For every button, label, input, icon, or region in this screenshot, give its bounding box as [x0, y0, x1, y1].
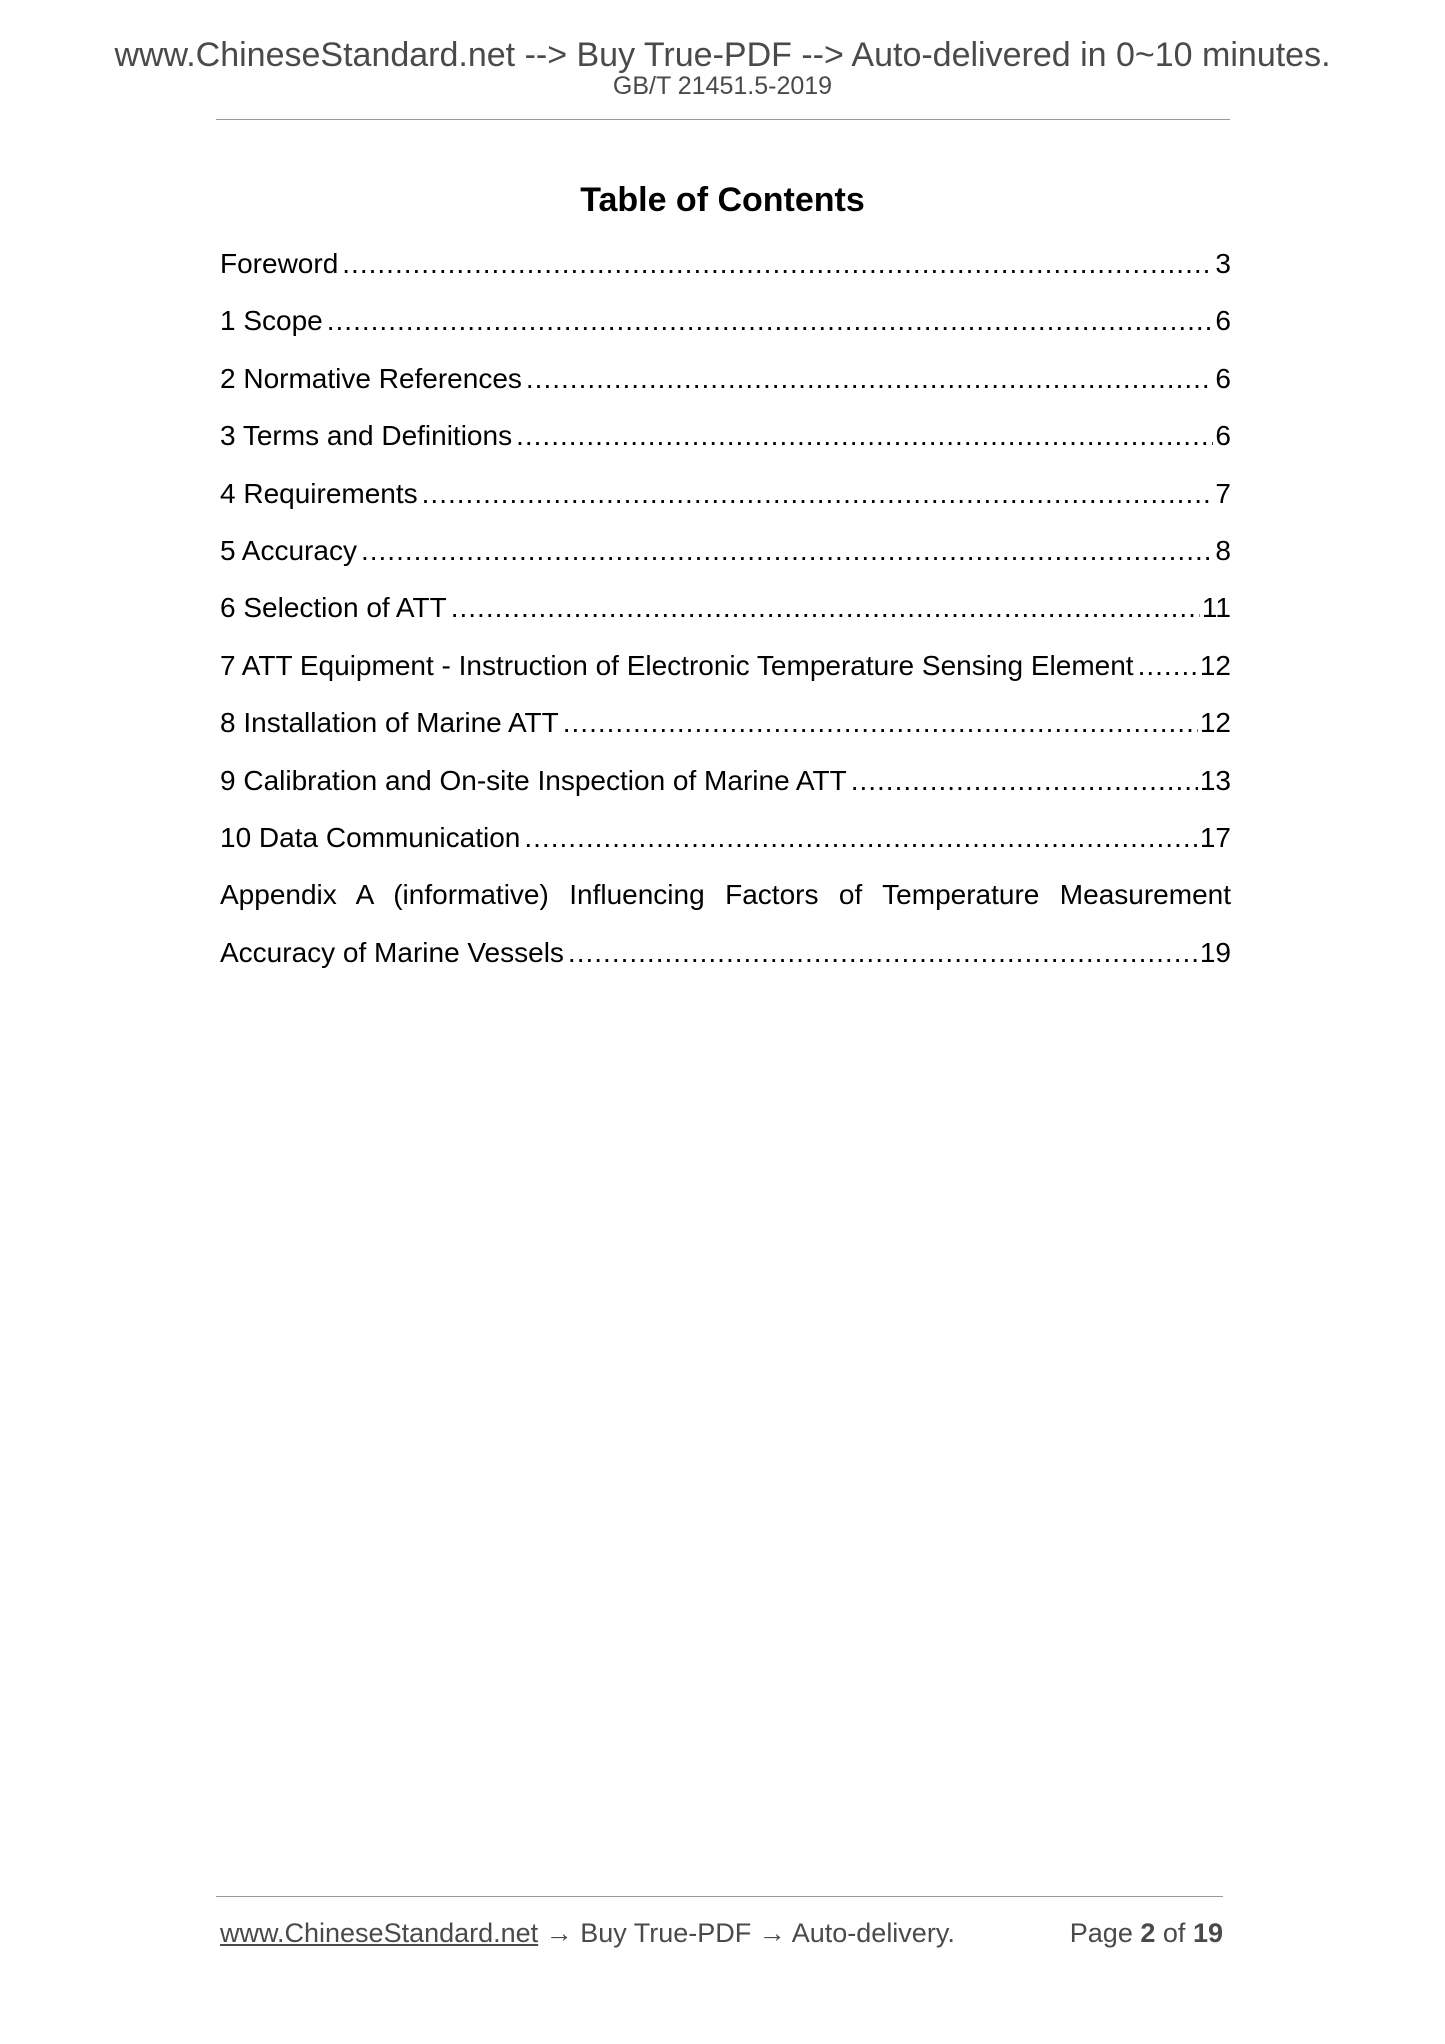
page-current: 2 — [1140, 1918, 1156, 1948]
page-total: 19 — [1192, 1918, 1223, 1948]
toc-entry-page: 8 — [1215, 534, 1231, 566]
toc-entry-label: 5 Accuracy — [220, 534, 357, 566]
toc-entry-label: 6 Selection of ATT — [220, 592, 447, 624]
toc-entry-page: 17 — [1199, 821, 1231, 853]
toc-entry-label: 3 Terms and Definitions — [220, 420, 513, 452]
toc-entry-page: 7 — [1215, 477, 1231, 509]
toc-entry-page: 6 — [1215, 362, 1231, 394]
dot-leader — [342, 250, 1213, 278]
footer-link-line — [220, 1920, 955, 1947]
page-word: Page — [1069, 1918, 1133, 1948]
toc-entry-page: 3 — [1215, 248, 1231, 279]
header-divider — [216, 119, 1230, 120]
toc-entry-page: 19 — [1199, 936, 1231, 968]
toc-entry-label: 4 Requirements — [220, 477, 418, 509]
toc-entry-label: 8 Installation of Marine ATT — [220, 707, 559, 739]
toc-entry-page: 13 — [1199, 764, 1231, 796]
toc-entry-foreword[interactable] — [220, 250, 1231, 307]
toc-entry-calibration[interactable] — [220, 764, 1231, 824]
toc-entry-data-communication[interactable] — [220, 821, 1231, 881]
footer-site-link[interactable]: www.ChineseStandard.net — [220, 1918, 539, 1948]
header-banner: www.ChineseStandard.net --> Buy True-PDF --> Auto-delivered in 0~10 minutes. — [114, 36, 1331, 74]
dot-leader — [516, 422, 1213, 450]
toc-entry-label: 2 Normative References — [220, 362, 522, 394]
of-word: of — [1162, 1918, 1186, 1948]
toc-entry-page: 6 — [1215, 420, 1231, 452]
toc-entry-scope[interactable] — [220, 307, 1231, 364]
page-indicator — [1070, 1920, 1223, 1947]
dot-leader — [327, 307, 1214, 335]
toc-entry-label: Accuracy of Marine Vessels — [220, 936, 564, 968]
toc-entry-installation[interactable] — [220, 709, 1231, 766]
dot-leader — [851, 767, 1198, 795]
toc-entry-att-equipment[interactable] — [220, 649, 1231, 709]
table-of-contents — [220, 250, 1231, 996]
dot-leader — [526, 365, 1214, 393]
toc-entry-requirements[interactable] — [220, 477, 1231, 537]
footer-divider — [216, 1896, 1223, 1897]
toc-entry-label: 7 ATT Equipment - Instruction of Electronic Temperature Sensing Element — [220, 649, 1134, 681]
dot-leader — [361, 537, 1213, 565]
dot-leader — [568, 939, 1198, 967]
toc-entry-label: 1 Scope — [220, 305, 323, 337]
toc-entry-label: 10 Data Communication — [220, 821, 521, 853]
toc-entry-label: Foreword — [220, 248, 339, 279]
dot-leader — [451, 594, 1200, 622]
toc-entry-appendix-a-line2[interactable] — [220, 936, 1231, 996]
toc-entry-label: 9 Calibration and On-site Inspection of Marine ATT — [220, 764, 847, 796]
toc-title: Table of Contents — [580, 181, 865, 219]
toc-entry-page: 6 — [1215, 305, 1231, 337]
toc-entry-accuracy[interactable] — [220, 534, 1231, 594]
toc-entry-label: Appendix A (informative) Influencing Factors of Temperature Measurement — [220, 879, 1231, 911]
toc-entry-appendix-a-line1[interactable] — [220, 881, 1231, 938]
dot-leader — [563, 709, 1198, 737]
dot-leader — [422, 480, 1214, 508]
toc-entry-page: 11 — [1201, 592, 1231, 624]
footer-tagline: → Buy True-PDF → Auto-delivery. — [538, 1918, 955, 1948]
toc-entry-selection-att[interactable] — [220, 594, 1231, 651]
toc-entry-page: 12 — [1199, 649, 1231, 681]
toc-entry-terms-definitions[interactable] — [220, 422, 1231, 479]
dot-leader — [1138, 652, 1198, 680]
toc-entry-page: 12 — [1199, 707, 1231, 739]
toc-entry-normative-references[interactable] — [220, 362, 1231, 422]
document-code: GB/T 21451.5-2019 — [612, 72, 833, 100]
dot-leader — [524, 824, 1197, 852]
